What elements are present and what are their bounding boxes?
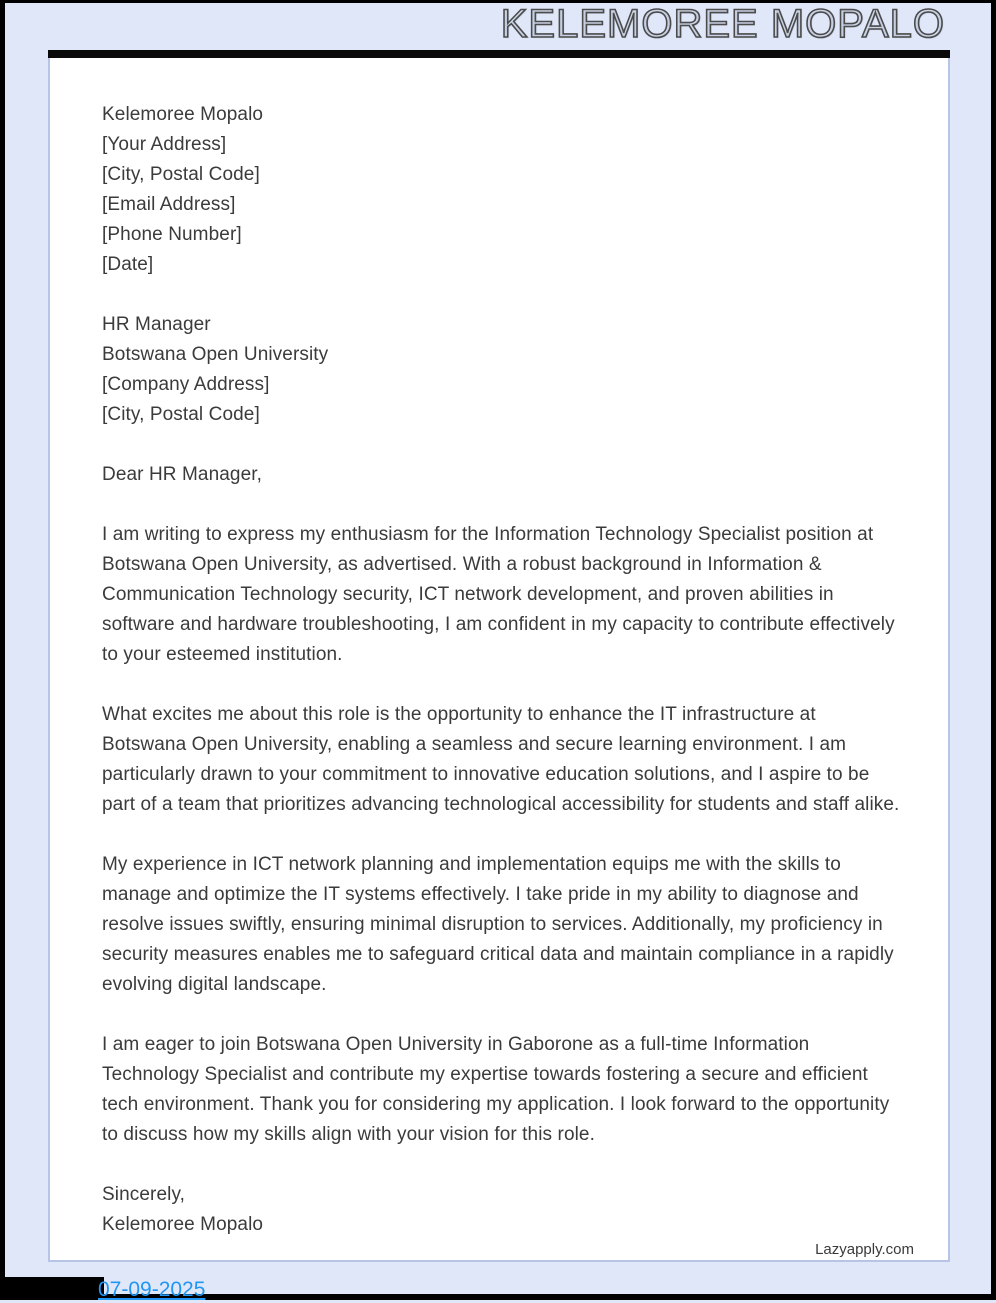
sender-address-block bbox=[102, 100, 902, 280]
paragraph-conclusion: I am eager to join Botswana Open University in Gaborone as a full-time Information Technology Specialist and contribute my expertise towards fostering a secure and efficient tech environment. Thank you for considering my application. I look forward to the opportunity to discuss how my skills align with your vision for this role. bbox=[102, 1034, 890, 1145]
paragraph-experience: My experience in ICT network planning and implementation equips me with the skills to manage and optimize the IT systems effectively. I take pride in my ability to diagnose and resolve issues swiftly, ensuring minimal disruption to services. Additionally, my proficiency in security measures enables me to safeguard critical data and maintain compliance in a rapidly evolving digital landscape. bbox=[102, 854, 894, 995]
recipient-company: Botswana Open University bbox=[102, 344, 329, 365]
sender-city: [City, Postal Code] bbox=[102, 164, 260, 185]
header-underline bbox=[48, 50, 950, 58]
closing-block bbox=[102, 1180, 902, 1240]
sender-address: [Your Address] bbox=[102, 134, 227, 155]
paragraph-intro: I am writing to express my enthusiasm for the Information Technology Specialist position at Botswana Open University, as advertised. With a robust background in Information & Communication Technology security, ICT network development, and proven abilities in software and hardware troubleshooting, I am confident in my capacity to contribute effectively to your esteemed institution. bbox=[102, 524, 895, 665]
recipient-city: [City, Postal Code] bbox=[102, 404, 260, 425]
letter-body bbox=[50, 58, 948, 1240]
letter-date-placeholder: [Date] bbox=[102, 254, 154, 275]
recipient-address-block bbox=[102, 310, 902, 430]
sender-name: Kelemoree Mopalo bbox=[102, 104, 264, 125]
recipient-title: HR Manager bbox=[102, 314, 211, 335]
date-stamp-link[interactable]: 07-09-2025 bbox=[98, 1278, 206, 1301]
letterhead-name: KELEMOREE MOPALO bbox=[500, 2, 945, 46]
sender-email: [Email Address] bbox=[102, 194, 236, 215]
paragraph-motivation: What excites me about this role is the opportunity to enhance the IT infrastructure at Botswana Open University, enabling a seamless and secure learning environment. I am particularly drawn to your commitment to innovative education solutions, and I aspire to be part of a team that prioritizes advancing technological accessibility for students and staff alike. bbox=[102, 704, 900, 815]
lazyapply-watermark-link[interactable]: Lazyapply.com bbox=[815, 1241, 914, 1258]
signature-name: Kelemoree Mopalo bbox=[102, 1214, 264, 1235]
letter-page bbox=[48, 58, 950, 1262]
recipient-address: [Company Address] bbox=[102, 374, 270, 395]
sender-phone: [Phone Number] bbox=[102, 224, 242, 245]
salutation-text: Dear HR Manager, bbox=[102, 464, 263, 485]
salutation bbox=[102, 460, 902, 490]
closing-text: Sincerely, bbox=[102, 1184, 186, 1205]
